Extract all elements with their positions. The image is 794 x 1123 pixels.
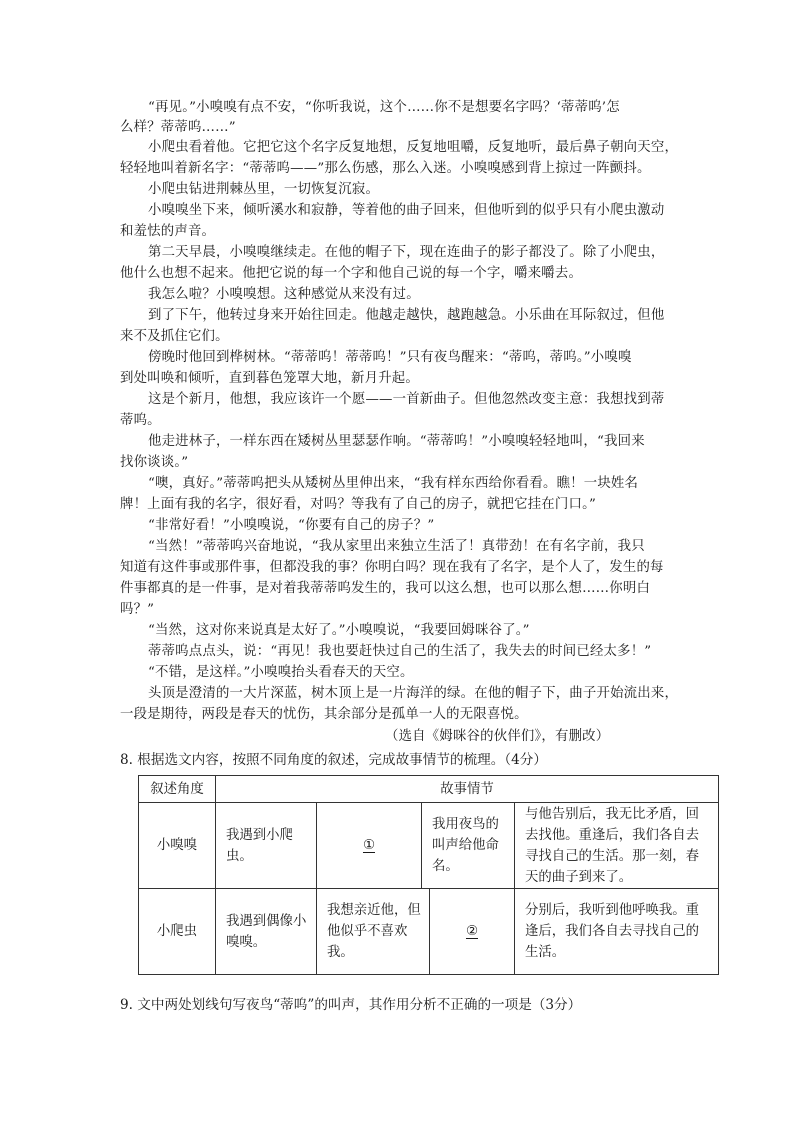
passage-line: 他什么也想不起来。他把它说的每一个字和他自己说的每一个字，嚼来嚼去。 — [120, 266, 583, 281]
passage-line: “当然，这对你来说真是太好了。”小嗅嗅说，“我要回姆咪谷了。” — [148, 623, 530, 638]
passage-line: 件事都真的是一件事，是对着我蒂蒂呜发生的，我可以这么想，也可以那么想……你明白 — [120, 581, 651, 596]
passage-line: 蒂蒂呜点点头，说：“再见！我也要赶快过自己的生活了，我失去的时间已经太多！” — [148, 644, 652, 659]
passage-line: 牌！上面有我的名字，很好看，对吗？等我有了自己的房子，就把它挂在门口。” — [120, 497, 597, 512]
passage-line: 吗？” — [120, 602, 155, 617]
passage-line: 头顶是澄清的一大片深蓝，树木顶上是一片海洋的绿。在他的帽子下，曲子开始流出来， — [148, 686, 679, 701]
passage-line: 找你谈谈。” — [120, 455, 189, 470]
cell-r1-c4: 与他告别后，我无比矛盾，回去找他。重逢后，我们各自去寻找自己的生活。那一刻，春天的曲子到来了。 — [515, 803, 719, 889]
question-8-prompt: 8. 根据选文内容，按照不同角度的叙述，完成故事情节的梳理。（4分） — [120, 752, 547, 768]
cell-r2-c4: 分别后，我听到他呼唤我。重逢后，我们各自去寻找自己的生活。 — [515, 889, 719, 975]
underlined-sentence-1: 傍晚时他回到桦树林。“蒂蒂呜！蒂蒂呜！”只有夜鸟醒来：“蒂呜，蒂呜。”小嗅嗅 — [148, 350, 632, 365]
passage-line: 么样？蒂蒂呜……” — [120, 120, 236, 135]
passage-line: 第二天早晨，小嗅嗅继续走。在他的帽子下，现在连曲子的影子都没了。除了小爬虫， — [148, 245, 665, 260]
cell-r2-blank-2 — [430, 889, 515, 975]
passage-line: “噢，真好。”蒂蒂呜把头从矮树丛里伸出来，“我有样东西给你看看。瞧！一块姓名 — [148, 476, 639, 491]
passage-line: 他走进林子，一样东西在矮树丛里瑟瑟作响。“蒂蒂呜！”小嗅嗅轻轻地叫，“我回来 — [148, 434, 645, 449]
passage-line: 轻轻地叫着新名字：“蒂蒂呜——”那么伤感，那么入迷。小嗅嗅感到背上掠过一阵颤抖。 — [120, 161, 651, 176]
passage-line: “再见。”小嗅嗅有点不安，“你听我说，这个……你不是想要名字吗？‘蒂蒂呜’怎 — [148, 100, 620, 115]
cell-r2-c2: 我想亲近他，但他似乎不喜欢我。 — [317, 889, 430, 975]
cell-r2-c1: 我遇到偶像小嗅嗅。 — [216, 889, 317, 975]
passage-line: 蒂呜。 — [120, 413, 161, 428]
passage-line: 小爬虫钻进荆棘丛里，一切恢复沉寂。 — [148, 182, 380, 197]
passage-line: 到处叫唤和倾听，直到暮色笼罩大地，新月升起。 — [120, 371, 419, 386]
passage-line: 小爬虫看着他。它把它这个名字反复地想，反复地咀嚼，反复地听，最后鼻子朝向天空， — [148, 140, 679, 155]
passage-line: “当然！”蒂蒂呜兴奋地说，“我从家里出来独立生活了！真带劲！在有名字前，我只 — [148, 539, 645, 554]
blank-1[interactable]: ① — [362, 838, 375, 853]
passage-line: 一段是期待，两段是春天的忧伤，其余部分是孤单一人的无限喜悦。 — [120, 707, 528, 722]
blank-2[interactable]: ② — [465, 924, 478, 939]
passage-line: 和羞怯的声音。 — [120, 224, 216, 239]
source-citation: （选自《姆咪谷的伙伴们》，有删改） — [385, 729, 610, 744]
cell-r1-blank-1 — [317, 803, 422, 889]
passage-line: 我怎么啦？小嗅嗅想。这种感觉从来没有过。 — [148, 287, 420, 302]
passage-line: “非常好看！”小嗅嗅说，“你要有自己的房子？” — [148, 518, 435, 533]
row-label-xiaopachong: 小爬虫 — [139, 889, 216, 975]
plot-table — [138, 775, 719, 975]
passage-line: 来不及抓住它们。 — [120, 329, 229, 344]
cell-r1-c3: 我用夜鸟的叫声给他命名。 — [422, 803, 515, 889]
header-angle: 叙述角度 — [139, 776, 216, 803]
header-plot: 故事情节 — [216, 776, 719, 803]
passage-line: 这是个新月，他想，我应该许一个愿——一首新曲子。但他忽然改变主意：我想找到蒂 — [148, 392, 665, 407]
passage-line: 到了下午，他转过身来开始往回走。他越走越快，越跑越急。小乐曲在耳际叙过，但他 — [148, 308, 665, 323]
passage-line: 知道有这件事或那件事，但都没我的事？你明白吗？现在我有了名字，是个人了，发生的每 — [120, 560, 664, 575]
row-label-xiaoxiuxiu: 小嗅嗅 — [139, 803, 216, 889]
question-9-prompt: 9. 文中两处划线句写夜鸟“蒂呜”的叫声，其作用分析不正确的一项是（3分） — [120, 997, 582, 1013]
cell-r1-c1: 我遇到小爬虫。 — [216, 803, 317, 889]
passage-line: 小嗅嗅坐下来，倾听溪水和寂静，等着他的曲子回来，但他听到的似乎只有小爬虫激动 — [148, 203, 665, 218]
passage-line: “不错，是这样。”小嗅嗅抬头看春天的天空。 — [148, 665, 414, 680]
